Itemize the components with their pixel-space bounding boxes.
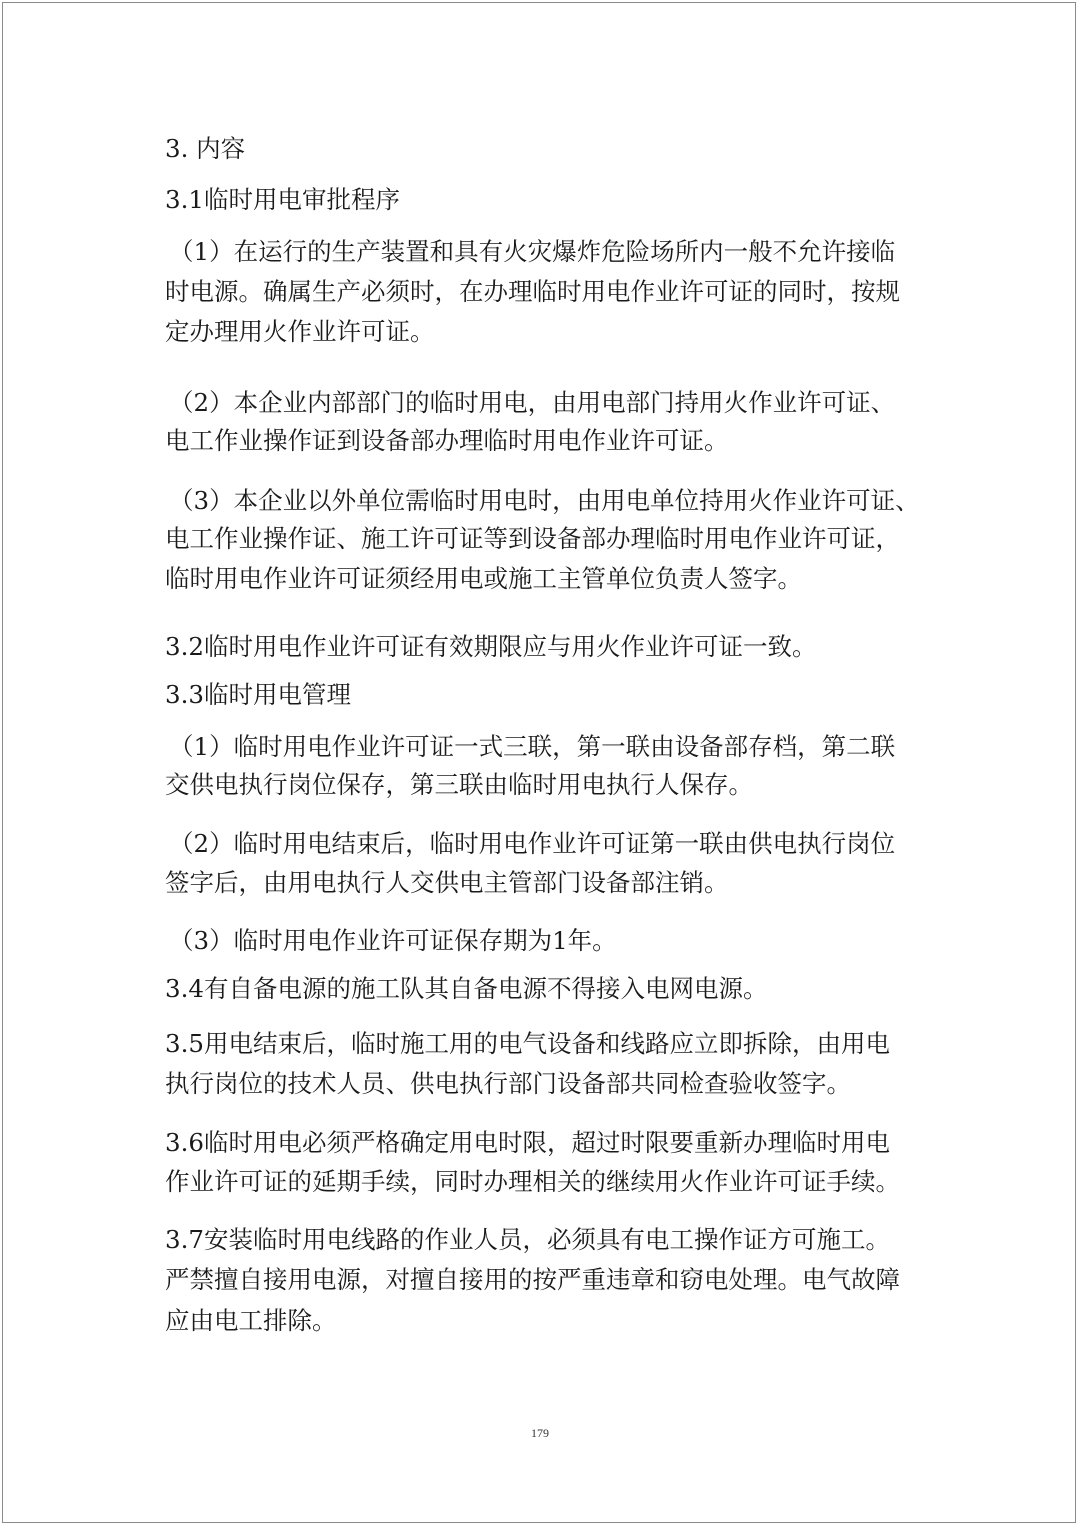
paragraph-3-1-item-2-line-2: 电工作业操作证到设备部办理临时用电作业许可证。	[165, 426, 729, 455]
paragraph-3-5-line-1: 3.5用电结束后，临时施工用的电气设备和线路应立即拆除，由用电	[165, 1029, 890, 1058]
paragraph-3-3-item-1-line-2: 交供电执行岗位保存，第三联由临时用电执行人保存。	[165, 770, 753, 799]
paragraph-3-3-item-2-line-2: 签字后，由用电执行人交供电主管部门设备部注销。	[165, 868, 729, 897]
subsection-3-3-heading: 3.3临时用电管理	[165, 680, 351, 709]
paragraph-3-1-item-3-line-3: 临时用电作业许可证须经用电或施工主管单位负责人签字。	[165, 564, 802, 593]
paragraph-3-1-item-3-line-2: 电工作业操作证、施工许可证等到设备部办理临时用电作业许可证，	[165, 524, 900, 553]
paragraph-3-3-item-3: （3）临时用电作业许可证保存期为1年。	[169, 926, 617, 955]
paragraph-3-1-item-1-line-3: 定办理用火作业许可证。	[165, 317, 435, 346]
paragraph-3-4: 3.4有自备电源的施工队其自备电源不得接入电网电源。	[165, 974, 768, 1003]
paragraph-3-3-item-1-line-1: （1）临时用电作业许可证一式三联，第一联由设备部存档，第二联	[169, 732, 896, 761]
section-heading: 3. 内容	[165, 134, 246, 163]
paragraph-3-7-line-3: 应由电工排除。	[165, 1306, 337, 1335]
paragraph-3-3-item-2-line-1: （2）临时用电结束后，临时用电作业许可证第一联由供电执行岗位	[169, 829, 896, 858]
page-number: 179	[531, 1426, 549, 1440]
paragraph-3-1-item-3-line-1: （3）本企业以外单位需临时用电时，由用电单位持用火作业许可证、	[169, 486, 920, 515]
paragraph-3-1-item-1-line-1: （1）在运行的生产装置和具有火灾爆炸危险场所内一般不允许接临	[169, 237, 896, 266]
paragraph-3-1-item-2-line-1: （2）本企业内部部门的临时用电，由用电部门持用火作业许可证、	[169, 388, 896, 417]
document-page	[2, 2, 1076, 1523]
paragraph-3-1-item-1-line-2: 时电源。确属生产必须时，在办理临时用电作业许可证的同时，按规	[165, 277, 900, 306]
paragraph-3-7-line-2: 严禁擅自接用电源，对擅自接用的按严重违章和窃电处理。电气故障	[165, 1265, 900, 1294]
paragraph-3-7-line-1: 3.7安装临时用电线路的作业人员，必须具有电工操作证方可施工。	[165, 1225, 890, 1254]
paragraph-3-5-line-2: 执行岗位的技术人员、供电执行部门设备部共同检查验收签字。	[165, 1069, 851, 1098]
subsection-3-1-heading: 3.1临时用电审批程序	[165, 185, 400, 214]
paragraph-3-6-line-1: 3.6临时用电必须严格确定用电时限，超过时限要重新办理临时用电	[165, 1128, 890, 1157]
paragraph-3-2: 3.2临时用电作业许可证有效期限应与用火作业许可证一致。	[165, 632, 817, 661]
paragraph-3-6-line-2: 作业许可证的延期手续，同时办理相关的继续用火作业许可证手续。	[165, 1167, 900, 1196]
